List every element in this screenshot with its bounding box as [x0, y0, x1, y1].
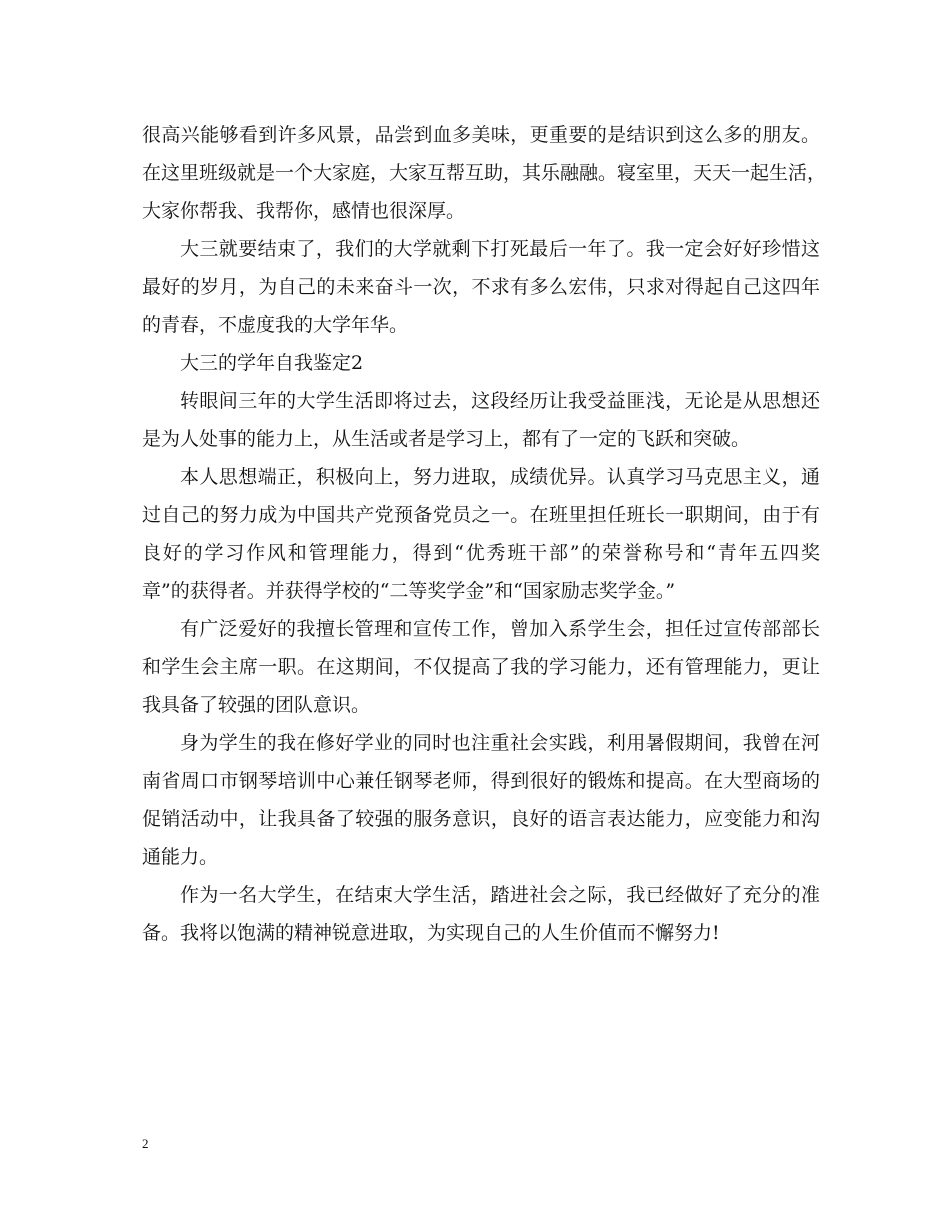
page-number: 2	[142, 1136, 149, 1151]
text-line: 通能力。	[142, 846, 219, 868]
text-line: 转眼间三年的大学生活即将过去，这段经历让我受益匪浅，无论是从思想还	[180, 390, 820, 412]
text-line: 和学生会主席一职。在这期间，不仅提高了我的学习能力，还有管理能力，更让	[142, 656, 820, 678]
text-line: 有广泛爱好的我擅长管理和宣传工作，曾加入系学生会，担任过宣传部部长	[180, 618, 820, 640]
text-line: 是为人处事的能力上，从生活或者是学习上，都有了一定的飞跃和突破。	[142, 428, 751, 450]
text-line: 的青春，不虚度我的大学年华。	[142, 314, 409, 336]
text-line: 大家你帮我、我帮你，感情也很深厚。	[142, 200, 466, 222]
text-line: 最好的岁月，为自己的未来奋斗一次，不求有多么宏伟，只求对得起自己这四年	[142, 276, 820, 298]
text-line: 备。我将以饱满的精神锐意进取，为实现自己的人生价值而不懈努力!	[142, 922, 720, 944]
text-line: 身为学生的我在修好学业的同时也注重社会实践，利用暑假期间，我曾在河	[180, 732, 820, 754]
text-line: 南省周口市钢琴培训中心兼任钢琴老师，得到很好的锻炼和提高。在大型商场的	[142, 770, 820, 792]
text-line: 我具备了较强的团队意识。	[142, 694, 371, 716]
document-body	[142, 116, 827, 952]
text-line: 很高兴能够看到许多风景，品尝到血多美味，更重要的是结识到这么多的朋友。	[142, 124, 820, 146]
text-line: 作为一名大学生，在结束大学生活，踏进社会之际，我已经做好了充分的准	[180, 884, 820, 906]
text-line: 大三的学年自我鉴定2	[180, 352, 364, 374]
text-line: 过自己的努力成为中国共产党预备党员之一。在班里担任班长一职期间，由于有	[142, 504, 820, 526]
text-line: 良好的学习作风和管理能力，得到“优秀班干部”的荣誉称号和“青年五四奖	[142, 542, 820, 564]
text-line: 在这里班级就是一个大家庭，大家互帮互助，其乐融融。寝室里，天天一起生活，	[142, 162, 827, 184]
text-line: 本人思想端正，积极向上，努力进取，成绩优异。认真学习马克思主义，通	[180, 466, 820, 488]
text-line: 章”的获得者。并获得学校的“二等奖学金”和“国家励志奖学金。”	[142, 580, 676, 602]
text-line: 大三就要结束了，我们的大学就剩下打死最后一年了。我一定会好好珍惜这	[180, 238, 820, 260]
text-line: 促销活动中，让我具备了较强的服务意识，良好的语言表达能力，应变能力和沟	[142, 808, 820, 830]
